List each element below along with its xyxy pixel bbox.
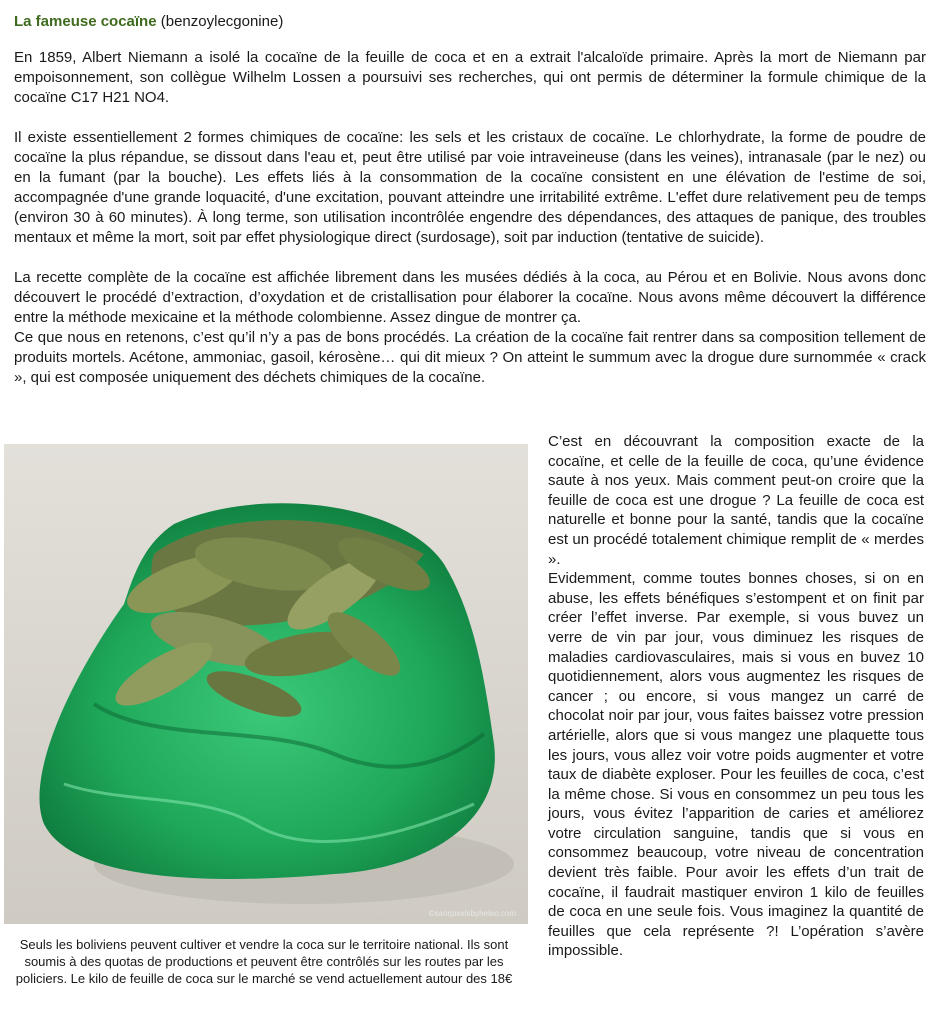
intro-text bbox=[14, 48, 926, 388]
side-paragraph-discovery: C’est en découvrant la composition exacte de la cocaïne, et celle de la feuille de coca, qu’une évidence saute à nos yeux. Mais comment peut-on croire que la feuille de coca est une drogue ? La feuille de coca est naturelle et bonne pour la santé, tandis que la cocaïne est un procédé totalement chimique remplit de « merdes ». bbox=[548, 433, 924, 568]
intro-paragraph-history: En 1859, Albert Niemann a isolé la cocaïne de la feuille de coca et en a extrait l'alcaloïde primaire. Après la mort de Niemann par empoisonnement, son collègue Wilhelm Lossen a poursuivi ses recherches, qui ont permis de déterminer la formule chimique de la cocaïne C17 H21 NO4. bbox=[14, 49, 926, 106]
coca-leaves-photo bbox=[4, 444, 528, 924]
coca-bag-illustration bbox=[4, 444, 528, 924]
heading-title: La fameuse cocaïne bbox=[14, 13, 157, 30]
intro-paragraph-forms: Il existe essentiellement 2 formes chimiques de cocaïne: les sels et les cristaux de cocaïne. Le chlorhydrate, la forme de poudre de cocaïne la plus répandue, se dissout dans l'eau et, peut être utilisé par voie intraveineuse (dans les veines), intranasale (par le nez) ou en la fumant (par la bouche). Les effets liés à la consommation de la cocaïne consistent en une élévation de l'estime de soi, accompagnée d'une grande loquacité, d'une excitation, pouvant atteindre une irritabilité extrême. L'effet dure relativement peu de temps (environ 30 à 60 minutes). À long terme, son utilisation incontrôlée engendre des dépendances, des attaques de panique, des troubles mentaux et même la mort, soit par effet physiologique direct (surdosage), soit par induction (tentative de suicide). bbox=[14, 129, 926, 246]
side-column bbox=[548, 432, 924, 961]
intro-paragraph-recipe: La recette complète de la cocaïne est affichée librement dans les musées dédiés à la coca, au Pérou et en Bolivie. Nous avons donc découvert le procédé d’extraction, d’oxydation et de cristallisation pour élaborer la cocaïne. Nous avons même découvert la différence entre la méthode mexicaine et la méthode colombienne. Assez dingue de montrer ça. bbox=[14, 269, 926, 326]
photo-caption: Seuls les boliviens peuvent cultiver et vendre la coca sur le territoire national. Ils sont soumis à des quotas de productions et peuvent être contrôlés sur les routes par les policiers. Le kilo de feuille de coca sur le marché se vend actuellement autour des 18€ bbox=[15, 937, 513, 986]
article-heading bbox=[14, 12, 283, 32]
side-paragraph-moderation: Evidemment, comme toutes bonnes choses, si on en abuse, les effets bénéfiques s’estompent et on finit par créer l’effet inverse. Par exemple, si vous buvez un verre de vin par jour, vous diminuez les risques de maladies cardiovasculaires, mais si vous en buvez 10 quotidiennement, alors vous augmentez les risques de cancer ; ou encore, si vous mangez un carré de chocolat noir par jour, vous faites baissez votre pression artérielle, alors que si vous mangez une plaquette tous les jours, vous allez voir votre poids augmenter et votre taux de diabète exploser. Pour les feuilles de coca, c’est la même chose. Si vous en consommez un peu tous les jours, vous évitez l’apparition de caries et améliorez votre circulation sanguine, tandis que si vous en consommez beaucoup, votre niveau de concentration devient très faible. Pour avoir les effets d’un trait de cocaïne, il faudrait mastiquer environ 1 kilo de feuilles de coca en une seule fois. Vous imaginez la quantité de feuilles que cela représente ?! L’opération s’avère impossible. bbox=[548, 570, 924, 960]
photo-watermark: ©sanrpixelsbyhelen.com bbox=[428, 909, 516, 918]
heading-subtitle: (benzoylecgonine) bbox=[156, 13, 284, 30]
intro-paragraph-conclusion: Ce que nous en retenons, c’est qu’il n’y a pas de bons procédés. La création de la cocaïne fait rentrer dans sa composition tellement de produits mortels. Acétone, ammoniac, gasoil, kérosène… qui dit mieux ? On atteint le summum avec la drogue dure surnommée « crack », qui est composée uniquement des déchets chimiques de la cocaïne. bbox=[14, 329, 926, 386]
